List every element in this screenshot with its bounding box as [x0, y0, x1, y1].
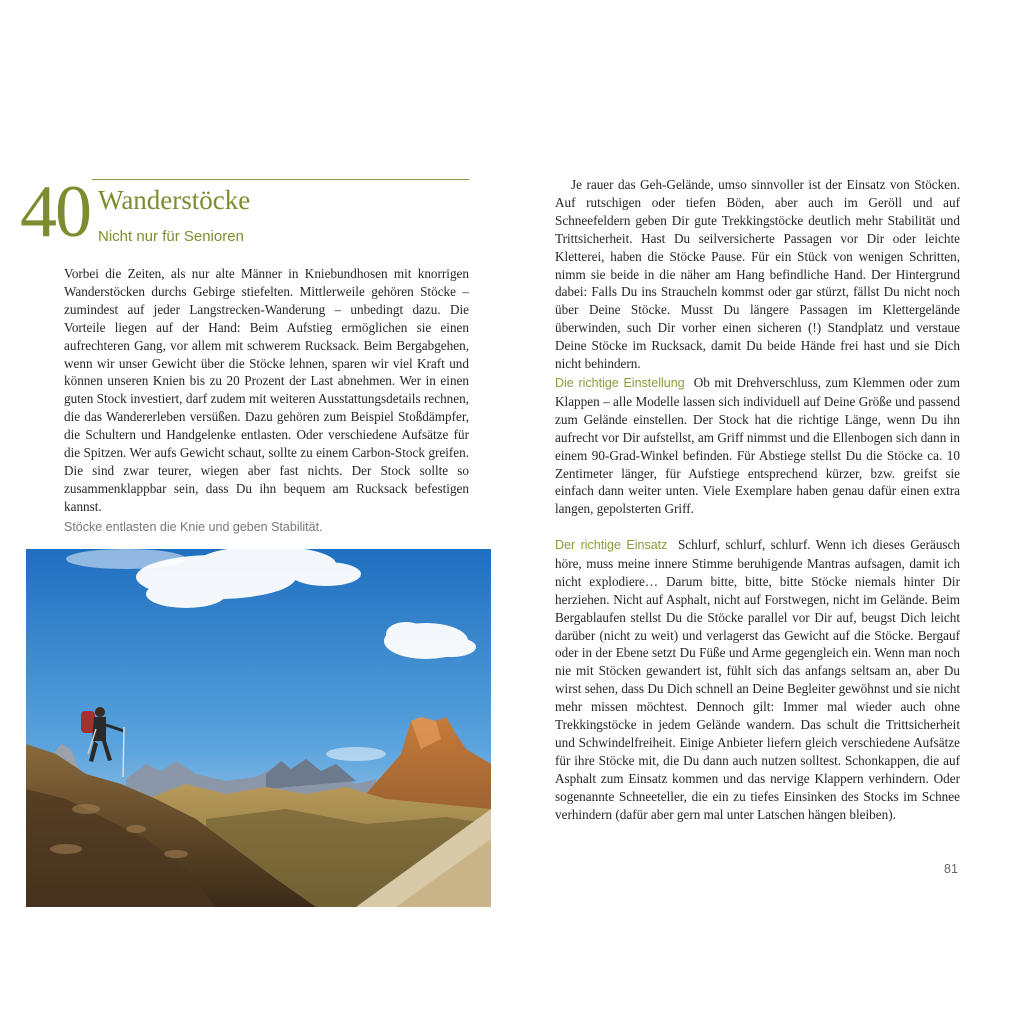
- section-einstellung-text: Ob mit Drehverschluss, zum Klemmen oder zum Klappen – alle Modelle lassen sich individuell auf Deine Größe und passend zum Gelände einstellen. Der Stock hat die richtige Länge, wenn Du ihn aufrecht vor Dir aufstellst, am Griff nimmst und die Ellenbogen sich dann in einem 90-Grad-Winkel befinden. Für Abstiege stellst Du die Stöcke ca. 10 Zentimeter länger, für Aufstiege entsprechend kürzer, bzw. greifst sie einfach dann weiter unten. Viele Exemplare haben genau dafür einen extra langen, gepolsterten Griff.: [555, 375, 961, 517]
- section-einsatz-label: Der richtige Einsatz: [555, 538, 668, 552]
- photo-caption: Stöcke entlasten die Knie und geben Stabilität.: [64, 520, 323, 534]
- header-rule: [92, 179, 469, 180]
- mountain-landscape-image: [26, 549, 491, 907]
- left-column-paragraph: Vorbei die Zeiten, als nur alte Männer in Kniebundhosen mit knorrigen Wanderstöcken durchs Gebirge stiefelten. Mittlerweile gehören Stöcke – zumindest auf jeder Langstrecken-Wanderung – unbedingt dazu. Die Vorteile liegen auf der Hand: Beim Aufstieg ermöglichen sie einen aufrechteren Gang, vor allem mit schwerem Rucksack. Beim Bergabgehen, wenn wir unser Gewicht über die Stöcke lehnen, sparen wir viel Kraft und können unseren Knien bis zu 20 Prozent der Last abnehmen. Wer in einen guten Stock investiert, darf zudem mit weiteren Ausstattungsdetails rechnen, die das Wandererleben versüßen. Dazu gehören zum Beispiel Stoßdämpfer, die Schultern und Handgelenke entlasten. Oder verschiedene Aufsätze für die Spitzen. Wer aufs Gewicht schaut, sollte zu einem Carbon-Stock greifen. Die sind zwar teurer, wiegen aber fast nichts. Der Stock sollte so zusammenklappbar sein, dass Du ihn bequem am Rucksack befestigen kannst.: [64, 266, 469, 514]
- page-number: 81: [944, 862, 958, 876]
- hiker-mountain-photo: [26, 549, 491, 907]
- section-einsatz: [555, 536, 960, 824]
- section-einsatz-text: Schlurf, schlurf, schlurf. Wenn ich dieses Geräusch höre, muss meine innere Stimme beruhigende Mantras aufsagen, damit ich nicht explodiere… Darum bitte, bitte, bitte Stöcke niemals hinter Dir herziehen. Nicht auf Asphalt, nicht auf Forstwegen, nicht im Gelände. Beim Bergablaufen stellst Du die Stöcke parallel vor Dir auf, beugst Dich leicht darüber (nicht zu weit) und verlagerst das Gewicht auf die Stöcke. Bergauf oder in der Ebene setzt Du Füße und Arme gegengleich ein. Wenn man noch nie mit Stöcken gewandert ist, fühlt sich das anfangs seltsam an, aber Du wirst sehen, dass Du Dich schnell an Deine Begleiter gewöhnst und sie nicht mehr missen möchtest. Dennoch gilt: Immer mal wieder auch ohne Trekkingstöcke in jedem Gelände wandern. Das schult die Trittsicherheit und Schwindelfreiheit. Einige Anbieter liefern gleich verschiedene Aufsätze für ihre Stöcke mit, die Du dann auch nutzen solltest. Schonkappen, die auf Asphalt zum Einsatz kommen und das nervige Klappern verhindern. Oder sogenannte Schneeteller, die ein zu tiefes Einsinken des Stocks im Schnee verhindern (dafür aber gern mal unter Latschen hängen bleiben).: [555, 537, 961, 822]
- section-einstellung: [555, 374, 960, 518]
- right-column-intro: Je rauer das Geh-Gelände, umso sinnvoller ist der Einsatz von Stöcken. Auf rutschigen oder tiefen Böden, aber auch im Geröll und auf Schneefeldern geben Dir gute Trekkingstöcke deutlich mehr Stabilität und Trittsicherheit. Hast Du seilversicherte Passagen vor Dir oder leichte Kletterei, haben die Stöcke Pause. Für ein Stück von wenigen Schritten, nimm sie beide in die näher am Hang befindliche Hand. Der Hintergrund dabei: Falls Du ins Straucheln kommst oder gar stürzt, fällst Du nicht noch über Deine Stöcke. Musst Du längere Passagen im Klettergelände überwinden, such Dir vorher einen sicheren (!) Standplatz und verstaue Deine Stöcke im Rucksack, damit Du beide Hände frei hast und sie Dich nicht behindern.: [555, 177, 960, 372]
- section-einstellung-label: Die richtige Einstellung: [555, 376, 685, 390]
- chapter-number: 40: [20, 171, 90, 253]
- chapter-title: Wanderstöcke: [98, 185, 251, 215]
- chapter-subtitle: Nicht nur für Senioren: [98, 228, 244, 245]
